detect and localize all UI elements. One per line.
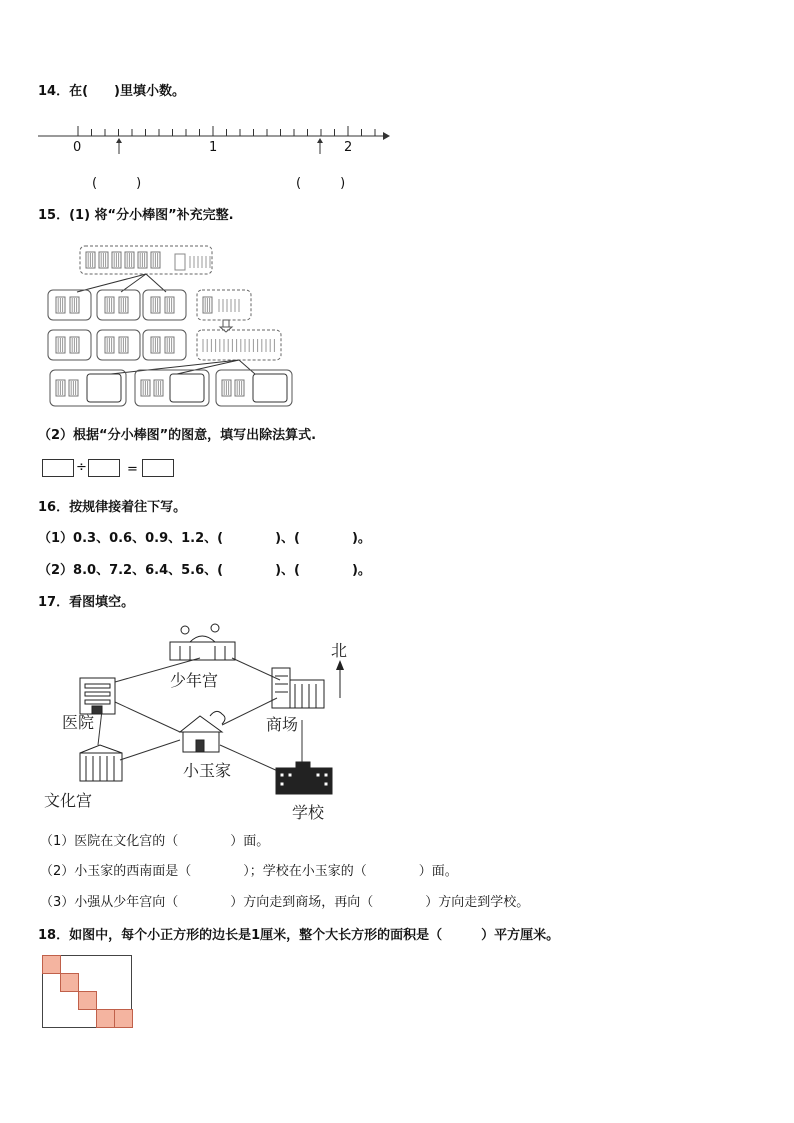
q14-title: 14．在( )里填小数。 [38,84,185,99]
division-sign: ÷ [76,460,87,475]
unit-square [115,1010,133,1028]
map-label-home: 小玉家 [183,761,232,780]
unit-square [79,992,97,1010]
map-label-culture-palace: 文化宫 [44,791,93,810]
unit-square [97,1010,115,1028]
stick-division-diagram [45,240,305,410]
divisor-box[interactable] [88,459,120,477]
q16-line2[interactable]: （2）8.0、7.2、6.4、5.6、( )、( )。 [38,563,371,578]
map-label-youth-palace: 少年宫 [170,671,219,690]
tick-label-1: 1 [209,140,218,155]
q14-answer-right[interactable]: ( ) [296,176,346,191]
rectangle-grid-figure [42,955,134,1029]
q17-line1[interactable]: （1）医院在文化宫的（ ）面。 [40,834,270,849]
equals-sign: = [127,462,138,477]
q16-line1[interactable]: （1）0.3、0.6、0.9、1.2、( )、( )。 [38,531,371,546]
q18-title: 18．如图中，每个小正方形的边长是1厘米，整个大长方形的面积是（ ）平方厘米。 [38,928,560,943]
tick-label-2: 2 [344,140,353,155]
q17-line3[interactable]: （3）小强从少年宫向（ ）方向走到商场，再向（ ）方向走到学校。 [40,895,530,910]
q17-line2[interactable]: （2）小玉家的西南面是（ ）；学校在小玉家的（ ）面。 [40,864,458,879]
tick-label-0: 0 [73,140,82,155]
map-label-hospital: 医院 [62,713,95,732]
q17-title: 17．看图填空。 [38,595,135,610]
unit-square [43,956,61,974]
map-label-north: 北 [331,641,348,660]
quotient-box[interactable] [142,459,174,477]
q14-answer-left[interactable]: ( ) [92,176,142,191]
dividend-box[interactable] [42,459,74,477]
map-label-school: 学校 [292,803,325,822]
map-label-mall: 商场 [266,715,299,734]
q16-title: 16．按规律接着往下写。 [38,500,187,515]
unit-square [61,974,79,992]
q15-part1: 15．(1) 将“分小棒图”补充完整. [38,208,234,223]
q15-part2: （2）根据“分小棒图”的图意，填写出除法算式. [38,428,317,443]
